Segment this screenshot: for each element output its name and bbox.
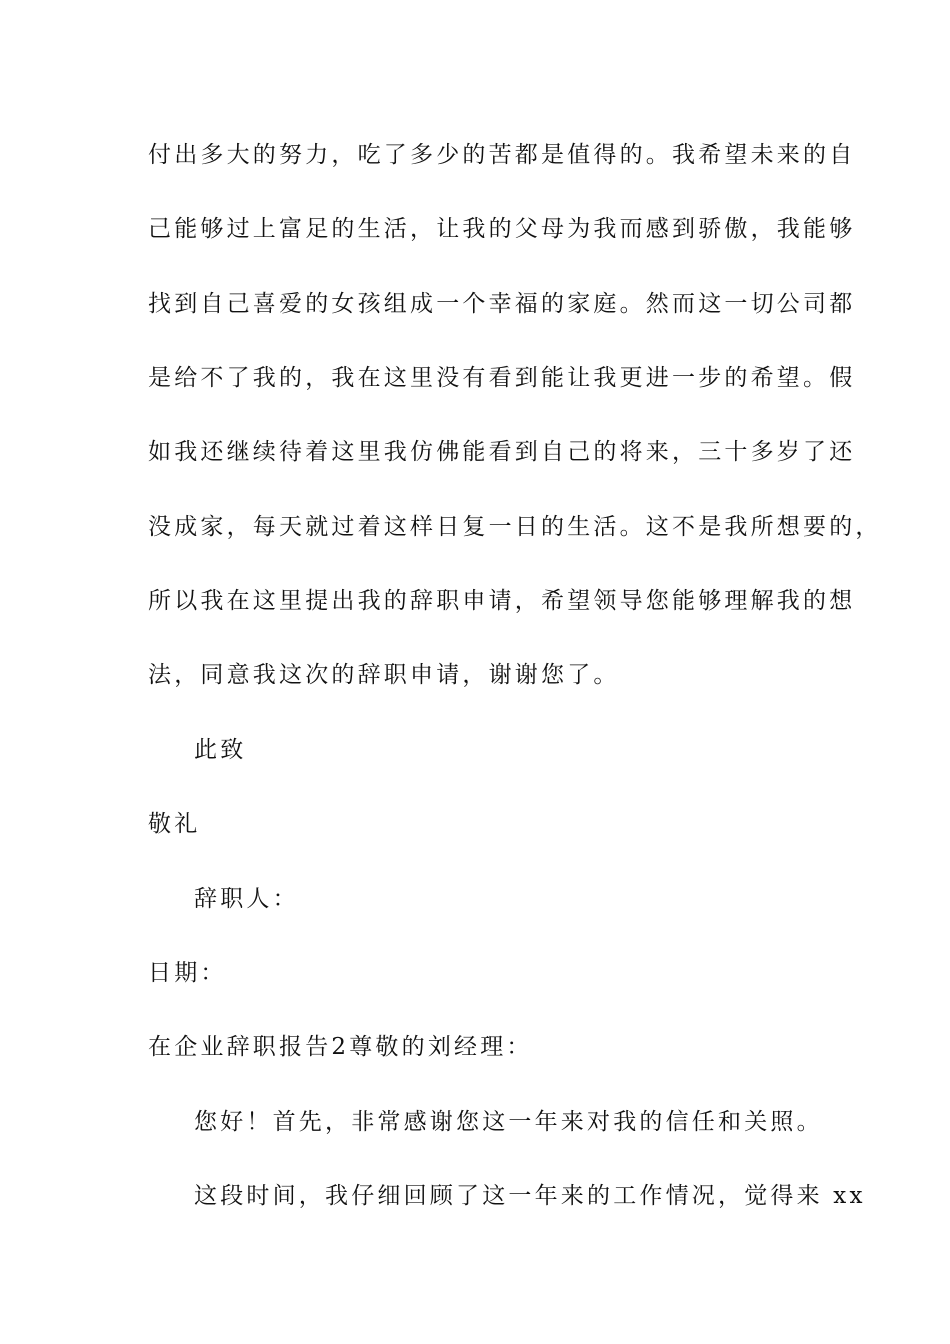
closing-regards: 敬礼 bbox=[148, 811, 201, 837]
body-line-5: 如我还继续待着这里我仿佛能看到自己的将来，三十多岁了还 bbox=[148, 439, 856, 465]
second-report-title: 在企业辞职报告2尊敬的刘经理： bbox=[148, 1034, 533, 1060]
date-label: 日期： bbox=[148, 960, 227, 986]
signer-label: 辞职人： bbox=[194, 886, 299, 912]
body-line-4: 是给不了我的，我在这里没有看到能让我更进一步的希望。假 bbox=[148, 365, 856, 391]
closing-salutation: 此致 bbox=[194, 737, 247, 763]
body-line-1: 付出多大的努力，吃了多少的苦都是值得的。我希望未来的自 bbox=[148, 142, 856, 168]
body-line-6: 没成家，每天就过着这样日复一日的生活。这不是我所想要的， bbox=[148, 514, 882, 540]
second-report-para-2: 这段时间，我仔细回顾了这一年来的工作情况，觉得来 xx bbox=[194, 1183, 866, 1209]
body-line-3: 找到自己喜爱的女孩组成一个幸福的家庭。然而这一切公司都 bbox=[148, 291, 856, 317]
body-line-2: 己能够过上富足的生活，让我的父母为我而感到骄傲，我能够 bbox=[148, 216, 856, 242]
body-line-8: 法，同意我这次的辞职申请，谢谢您了。 bbox=[148, 662, 620, 688]
body-line-7: 所以我在这里提出我的辞职申请，希望领导您能够理解我的想 bbox=[148, 588, 856, 614]
second-report-para-1: 您好！首先，非常感谢您这一年来对我的信任和关照。 bbox=[194, 1109, 823, 1135]
